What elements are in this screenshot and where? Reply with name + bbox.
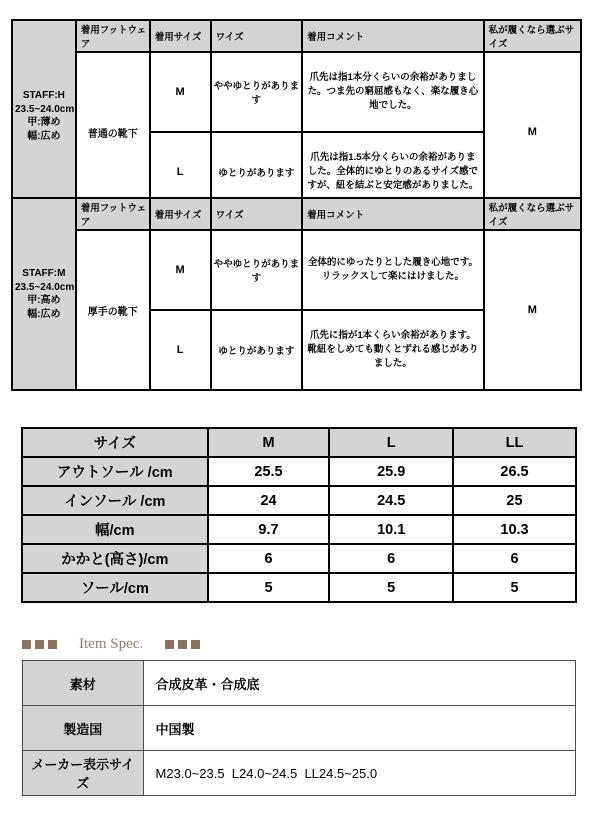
comment-cell: 爪先に指が1本くらい余裕があります。靴紐をしめても動くとずれる感じがありました。 xyxy=(302,310,484,390)
size-value: 6 xyxy=(208,544,330,573)
staff-name: STAFF:M xyxy=(22,268,66,279)
size-chart-header-label: サイズ xyxy=(22,428,208,457)
square-icon xyxy=(191,640,200,649)
square-icon xyxy=(48,640,57,649)
size-chart-header-m: M xyxy=(208,428,330,457)
spec-label-material: 素材 xyxy=(23,661,144,706)
item-spec-heading-text: Item Spec. xyxy=(79,635,144,652)
worn-size-cell: M xyxy=(150,52,211,132)
size-value: 25.5 xyxy=(208,457,330,486)
size-chart-header-l: L xyxy=(329,428,453,457)
spec-label-country: 製造国 xyxy=(23,706,144,751)
table-row xyxy=(22,544,576,573)
spec-value-material: 合成皮革・合成底 xyxy=(143,661,575,706)
table-row xyxy=(22,486,576,515)
worn-size-cell: L xyxy=(150,310,211,390)
size-chart-table xyxy=(21,427,577,603)
decorative-squares-right xyxy=(165,640,204,649)
pick-size-cell: M xyxy=(484,230,581,390)
staff-fit-table-m xyxy=(11,197,582,391)
wise-cell: ややゆとりがあります xyxy=(211,52,303,132)
size-row-label: アウトソール /cm xyxy=(22,457,208,486)
size-value: 26.5 xyxy=(453,457,576,486)
size-value: 24.5 xyxy=(329,486,453,515)
table-row xyxy=(22,515,576,544)
column-header-worn-size: 着用サイズ xyxy=(150,198,211,230)
table-row xyxy=(23,661,576,706)
size-value: 25.9 xyxy=(329,457,453,486)
column-header-comment: 着用コメント xyxy=(302,198,484,230)
square-icon xyxy=(22,640,31,649)
column-header-comment: 着用コメント xyxy=(302,20,484,52)
column-header-worn-size: 着用サイズ xyxy=(150,20,211,52)
wise-cell: ゆとりがあります xyxy=(211,310,303,390)
item-spec-heading xyxy=(22,637,204,651)
column-header-footwear: 着用フットウェア xyxy=(76,20,150,52)
size-value: 6 xyxy=(329,544,453,573)
staff-foot-size: 23.5~24.0cm xyxy=(15,281,75,293)
size-value: 5 xyxy=(329,573,453,602)
spec-value-country: 中国製 xyxy=(143,706,575,751)
size-row-label: 幅/cm xyxy=(22,515,208,544)
staff-instep: 甲:薄め xyxy=(27,117,61,128)
square-icon xyxy=(178,640,187,649)
size-value: 24 xyxy=(208,486,330,515)
size-row-label: ソール/cm xyxy=(22,573,208,602)
size-row-label: かかと(高さ)/cm xyxy=(22,544,208,573)
staff-fit-table-h xyxy=(11,19,582,213)
wise-cell: ややゆとりがあります xyxy=(211,230,303,310)
staff-instep: 甲:高め xyxy=(27,295,61,306)
square-icon xyxy=(165,640,174,649)
size-value: 25 xyxy=(453,486,576,515)
size-row-label: インソール /cm xyxy=(22,486,208,515)
spec-label-maker-size: メーカー表示サイズ xyxy=(23,751,144,796)
table-row xyxy=(23,751,576,796)
comment-cell: 全体的にゆったりとした履き心地です。リラックスして楽にはけました。 xyxy=(302,230,484,310)
table-row xyxy=(22,573,576,602)
size-value: 9.7 xyxy=(208,515,330,544)
column-header-pick-size: 私が履くなら選ぶサイズ xyxy=(484,20,581,52)
column-header-pick-size: 私が履くなら選ぶサイズ xyxy=(484,198,581,230)
comment-cell: 爪先は指1本分くらいの余裕がありました。つま先の窮屈感もなく、楽な履き心地でした。 xyxy=(302,52,484,132)
comment-cell: 爪先は指1.5本分くらいの余裕がありました。全体的にゆとりのあるサイズ感ですが、紐を結ぶと安定感がありました。 xyxy=(302,132,484,212)
footwear-cell: 普通の靴下 xyxy=(76,52,150,212)
staff-width: 幅:広め xyxy=(27,308,61,320)
pick-size-cell: M xyxy=(484,52,581,212)
wise-cell: ゆとりがあります xyxy=(211,132,303,212)
size-value: 5 xyxy=(453,573,576,602)
size-value: 6 xyxy=(453,544,576,573)
footwear-cell: 厚手の靴下 xyxy=(76,230,150,390)
worn-size-cell: M xyxy=(150,230,211,310)
size-value: 10.1 xyxy=(329,515,453,544)
staff-profile-cell xyxy=(12,20,76,212)
worn-size-cell: L xyxy=(150,132,211,212)
staff-width: 幅:広め xyxy=(27,130,61,142)
column-header-footwear: 着用フットウェア xyxy=(76,198,150,230)
item-spec-table xyxy=(22,660,576,796)
staff-name: STAFF:H xyxy=(22,90,65,101)
column-header-wise: ワイズ xyxy=(211,198,303,230)
table-row xyxy=(22,457,576,486)
column-header-wise: ワイズ xyxy=(211,20,303,52)
size-value: 5 xyxy=(208,573,330,602)
staff-profile-cell xyxy=(12,198,76,390)
staff-foot-size: 23.5~24.0cm xyxy=(15,103,75,115)
size-chart-header-ll: LL xyxy=(453,428,576,457)
square-icon xyxy=(35,640,44,649)
spec-value-maker-size: M23.0~23.5 L24.0~24.5 LL24.5~25.0 xyxy=(143,751,575,796)
table-row xyxy=(23,706,576,751)
size-value: 10.3 xyxy=(453,515,576,544)
decorative-squares-left xyxy=(22,640,61,649)
